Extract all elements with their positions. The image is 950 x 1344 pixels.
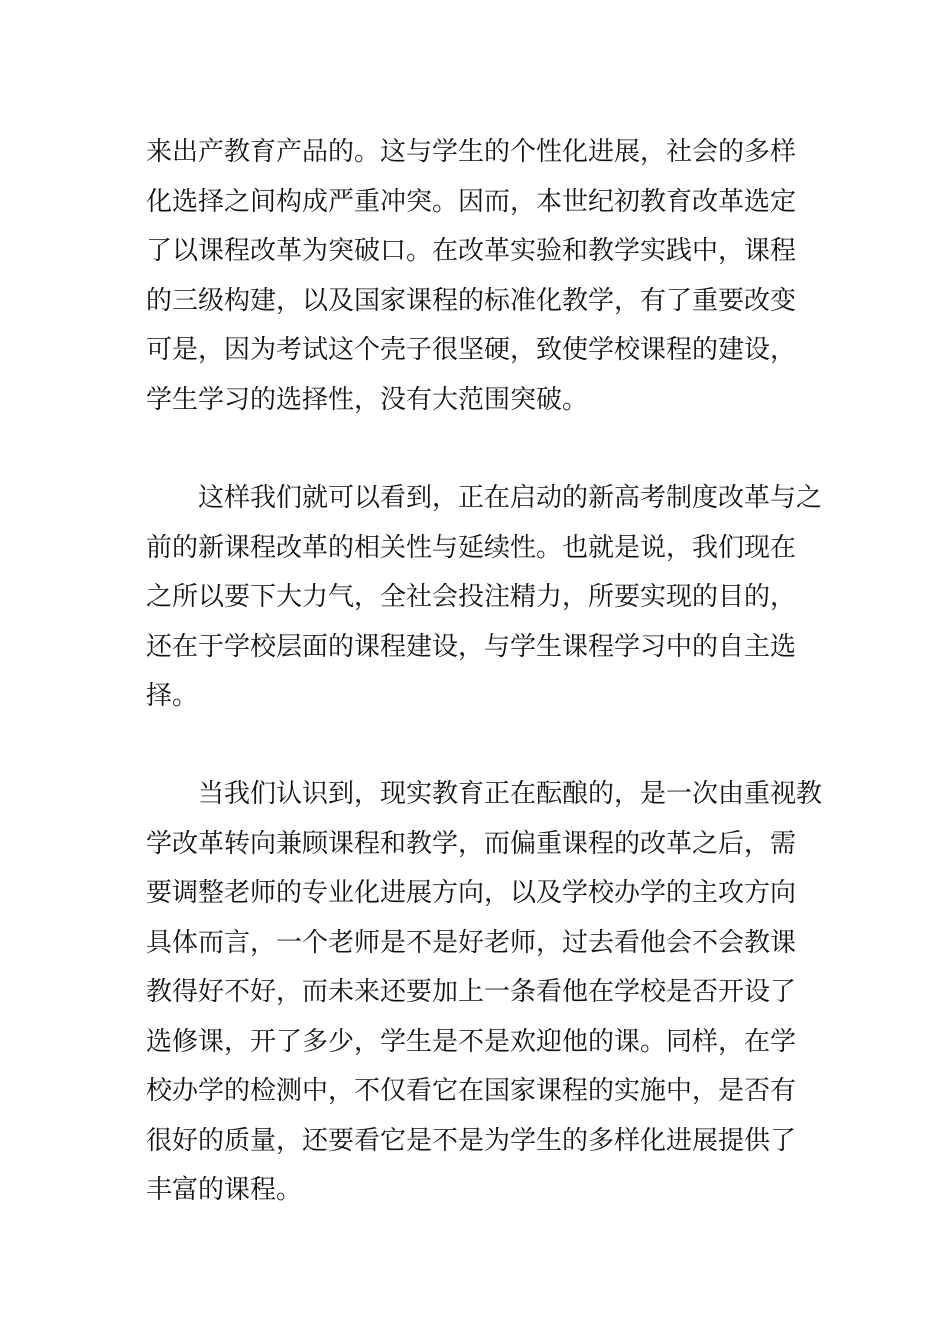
text-line: 选修课，开了多少，学生是不是欢迎他的课。同样，在学 — [146, 1026, 797, 1057]
text-line: 校办学的检测中，不仅看它在国家课程的实施中，是否有 — [146, 1076, 797, 1106]
text-line: 学生学习的选择性，没有大范围突破。 — [146, 384, 589, 415]
text-line: 丰富的课程。 — [146, 1175, 303, 1205]
text-line: 很好的质量，还要看它是不是为学生的多样化进展提供了 — [146, 1125, 797, 1156]
paragraph-3 — [146, 770, 823, 1216]
text-line: 还在于学校层面的课程建设，与学生课程学习中的自主选 — [146, 631, 797, 662]
text-line: 来出产教育产品的。这与学生的个性化进展，社会的多样 — [146, 137, 797, 167]
text-line: 学改革转向兼顾课程和教学，而偏重课程的改革之后，需 — [146, 828, 797, 859]
text-line: 的三级构建，以及国家课程的标准化教学，有了重要改变 — [146, 285, 797, 316]
text-line: 前的新课程改革的相关性与延续性。也就是说，我们现在 — [146, 532, 797, 563]
text-line: 教得好不好，而未来还要加上一条看他在学校是否开设了 — [146, 977, 797, 1007]
text-line: 可是，因为考试这个壳子很坚硬，致使学校课程的建设， — [146, 335, 797, 365]
text-line: 当我们认识到，现实教育正在酝酿的，是一次由重视教 — [146, 779, 823, 809]
text-line: 要调整老师的专业化进展方向，以及学校办学的主攻方向 — [146, 878, 797, 908]
text-line: 具体而言，一个老师是不是好老师，过去看他会不会教课 — [146, 927, 797, 958]
text-line: 择。 — [146, 681, 199, 711]
text-line: 之所以要下大力气，全社会投注精力，所要实现的目的， — [146, 582, 797, 612]
paragraph-1 — [146, 128, 816, 425]
paragraph-2 — [146, 474, 823, 722]
text-line: 化选择之间构成严重冲突。因而，本世纪初教育改革选定 — [146, 186, 797, 217]
text-line: 这样我们就可以看到，正在启动的新高考制度改革与之 — [146, 483, 823, 513]
text-line: 了以课程改革为突破口。在改革实验和教学实践中，课程 — [146, 236, 797, 266]
